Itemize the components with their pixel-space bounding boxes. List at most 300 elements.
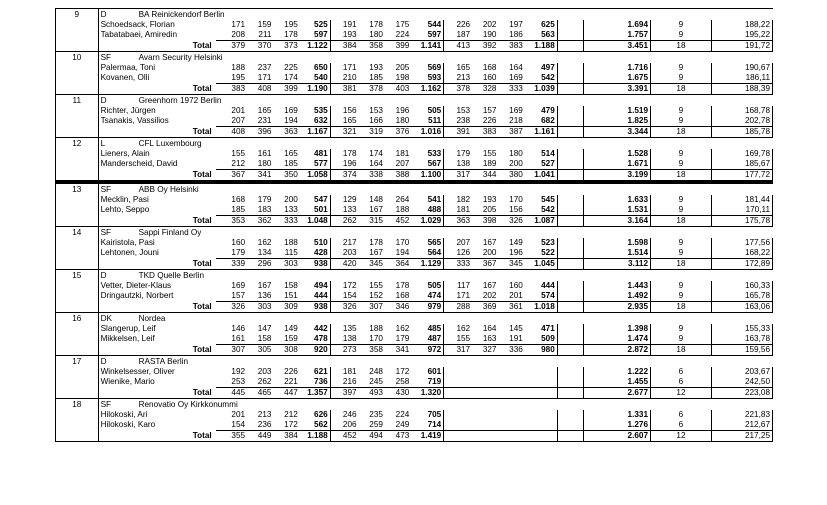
score-cell: 217 (342, 238, 357, 247)
score-cell: 378 (444, 84, 472, 95)
score-cell: 221 (284, 377, 298, 386)
empty-cell (557, 205, 583, 216)
games-count: 9 (651, 73, 712, 84)
player-average: 165,78 (711, 291, 772, 302)
score-cell: 157 (482, 106, 497, 115)
player-total: 1.276 (584, 420, 651, 431)
score-cell: 187 (456, 30, 471, 39)
score-cell: 273 (330, 345, 358, 356)
score-cell: 1.167 (300, 127, 330, 138)
score-cell (444, 367, 472, 377)
score-cell (472, 377, 498, 388)
team-header-row (56, 399, 773, 411)
score-cell: 201 (231, 410, 246, 419)
score-cell: 164 (482, 324, 497, 333)
score-cell: 155 (231, 149, 246, 158)
score-cell: 564 (411, 248, 443, 259)
score-cell: 920 (300, 345, 330, 356)
empty-cell (557, 127, 583, 138)
player-average: 155,33 (711, 324, 772, 334)
team-total: 3.164 (584, 216, 651, 227)
games-count: 9 (651, 205, 712, 216)
team-group (56, 9, 773, 52)
player-average: 242,50 (711, 377, 772, 388)
team-average: 188,39 (711, 84, 772, 95)
score-cell: 326 (216, 302, 247, 313)
score-cell: 364 (385, 259, 411, 270)
score-cell: 213 (257, 410, 272, 419)
score-cell: 420 (330, 259, 358, 270)
score-cell: 430 (385, 388, 411, 399)
score-cell: 980 (525, 345, 557, 356)
rank-cell: 15 (56, 270, 99, 313)
team-total-row (56, 216, 773, 227)
score-cell: 569 (411, 63, 443, 73)
player-average: 221,83 (711, 410, 772, 420)
empty-cell (557, 367, 583, 377)
games-count: 6 (651, 377, 712, 388)
score-cell: 169 (231, 281, 246, 290)
score-cell: 164 (369, 159, 383, 168)
score-cell: 305 (247, 345, 273, 356)
player-average: 203,67 (711, 367, 772, 377)
score-cell: 465 (247, 388, 273, 399)
score-cell: 493 (359, 388, 385, 399)
score-cell: 535 (300, 106, 330, 116)
score-cell: 288 (444, 302, 472, 313)
empty-cell (557, 259, 583, 270)
score-cell: 471 (525, 324, 557, 334)
score-cell: 736 (300, 377, 330, 388)
team-total-row (56, 259, 773, 270)
score-cell: 174 (284, 73, 298, 82)
results-sheet (55, 8, 773, 442)
total-label: Total (192, 258, 212, 268)
score-cell: 452 (385, 216, 411, 227)
score-cell: 133 (342, 205, 357, 214)
team-header-row (56, 9, 773, 21)
team-total: 3.391 (584, 84, 651, 95)
score-cell: 146 (231, 324, 246, 333)
games-count: 9 (651, 149, 712, 159)
total-label: Total (192, 344, 212, 354)
games-count: 9 (651, 63, 712, 73)
score-cell: 171 (342, 63, 357, 72)
team-name: CFL Luxembourg (138, 139, 202, 148)
player-total: 1.514 (584, 248, 651, 259)
score-cell: 201 (231, 106, 246, 115)
total-label: Total (192, 301, 212, 311)
score-cell: 179 (257, 195, 272, 204)
games-count: 9 (651, 195, 712, 205)
player-name: Manderscheid, David (100, 159, 178, 169)
score-cell: 178 (395, 281, 410, 290)
score-cell: 134 (257, 248, 272, 257)
score-cell: 478 (300, 334, 330, 345)
score-cell: 408 (216, 127, 247, 138)
score-cell: 1.161 (525, 127, 557, 138)
score-cell: 540 (300, 73, 330, 84)
score-cell: 159 (257, 20, 272, 29)
score-cell: 156 (509, 205, 523, 214)
score-cell: 1.162 (411, 84, 443, 95)
player-average: 185,67 (711, 159, 772, 170)
score-cell: 169 (509, 106, 523, 115)
games-count: 9 (651, 106, 712, 116)
score-cell: 212 (231, 159, 246, 168)
team-average: 175,78 (711, 216, 772, 227)
score-cell: 714 (411, 420, 443, 431)
team-name: Greenhorn 1972 Berlin (138, 96, 222, 105)
score-cell: 262 (330, 216, 358, 227)
player-row (56, 367, 773, 377)
score-cell: 160 (231, 238, 246, 247)
score-cell: 185 (231, 205, 246, 214)
score-cell: 542 (525, 73, 557, 84)
player-total: 1.331 (584, 410, 651, 420)
rank-cell: 12 (56, 138, 99, 183)
score-cell (444, 410, 472, 420)
player-name: Vetter, Dieter-Klaus (100, 281, 172, 290)
empty-cell (557, 410, 583, 420)
score-cell: 117 (457, 281, 471, 290)
team-games: 18 (651, 302, 712, 313)
score-cell: 165 (456, 63, 471, 72)
score-cell: 159 (284, 334, 298, 343)
player-total: 1.671 (584, 159, 651, 170)
team-total-row (56, 41, 773, 52)
score-cell: 514 (525, 149, 557, 159)
score-cell: 1.129 (411, 259, 443, 270)
score-cell: 208 (231, 30, 246, 39)
score-cell: 621 (300, 367, 330, 377)
score-cell: 161 (257, 149, 272, 158)
score-cell: 207 (456, 238, 471, 247)
player-total: 1.474 (584, 334, 651, 345)
score-cell: 237 (257, 63, 272, 72)
score-cell: 225 (284, 63, 298, 72)
team-cell (98, 270, 772, 282)
score-cell: 376 (385, 127, 411, 138)
score-cell (444, 420, 472, 431)
score-cell: 362 (247, 216, 273, 227)
score-cell: 188 (395, 205, 410, 214)
team-cell (98, 95, 772, 107)
score-cell: 1.087 (525, 216, 557, 227)
score-cell: 202 (482, 291, 497, 300)
score-cell (525, 431, 557, 442)
player-name: Lehtonen, Jouni (100, 248, 159, 258)
player-name: Kairistola, Pasi (100, 238, 155, 247)
score-cell: 172 (342, 281, 357, 290)
score-cell: 1.190 (300, 84, 330, 95)
score-cell: 562 (300, 420, 330, 431)
player-row (56, 20, 773, 30)
score-cell: 160 (509, 281, 523, 290)
score-cell: 185 (369, 73, 383, 82)
score-cell: 567 (411, 159, 443, 170)
score-cell: 163 (482, 334, 497, 343)
score-cell: 182 (456, 195, 471, 204)
score-cell: 522 (525, 248, 557, 259)
score-cell: 380 (498, 170, 524, 183)
score-cell (498, 367, 524, 377)
team-cell (98, 9, 772, 21)
score-cell: 236 (257, 420, 272, 429)
score-cell: 195 (284, 20, 298, 29)
score-cell: 1.041 (525, 170, 557, 183)
score-cell: 1.188 (300, 431, 330, 442)
score-cell: 358 (359, 41, 385, 52)
player-name: Kovanen, Olli (100, 73, 150, 83)
score-cell: 200 (509, 159, 523, 168)
score-cell: 384 (330, 41, 358, 52)
score-cell: 444 (300, 291, 330, 302)
score-cell: 321 (330, 127, 358, 138)
score-cell: 510 (300, 238, 330, 248)
score-cell: 369 (472, 302, 498, 313)
rank-cell: 11 (56, 95, 99, 138)
player-row (56, 73, 773, 84)
player-name: Richter, Jürgen (100, 106, 156, 115)
score-cell: 190 (482, 30, 497, 39)
score-cell: 224 (395, 30, 410, 39)
team-header-row (56, 95, 773, 107)
score-cell: 178 (369, 238, 383, 247)
score-cell: 346 (385, 302, 411, 313)
player-total: 1.825 (584, 116, 651, 127)
rank-cell: 10 (56, 52, 99, 95)
player-average: 190,67 (711, 63, 772, 73)
team-total: 3.344 (584, 127, 651, 138)
score-cell: 326 (498, 216, 524, 227)
score-cell: 201 (509, 291, 523, 300)
player-row (56, 63, 773, 73)
score-cell: 126 (456, 248, 471, 257)
score-cell: 363 (444, 216, 472, 227)
team-total: 2.607 (584, 431, 651, 442)
team-name: Avarn Security Helsinki (138, 53, 223, 62)
score-cell: 115 (284, 248, 298, 257)
score-cell (498, 388, 524, 399)
player-row (56, 159, 773, 170)
score-cell: 181 (456, 205, 471, 214)
player-row (56, 238, 773, 248)
score-cell: 218 (509, 116, 523, 125)
score-cell: 224 (395, 410, 410, 419)
score-cell: 533 (411, 149, 443, 159)
player-total: 1.694 (584, 20, 651, 30)
score-cell: 179 (395, 334, 410, 343)
score-cell: 1.122 (300, 41, 330, 52)
score-cell: 563 (525, 30, 557, 41)
games-count: 9 (651, 238, 712, 248)
score-cell: 189 (482, 159, 497, 168)
score-cell: 345 (498, 259, 524, 270)
score-cell (472, 367, 498, 377)
player-total: 1.716 (584, 63, 651, 73)
score-cell: 593 (411, 73, 443, 84)
score-cell: 207 (231, 116, 246, 125)
score-cell (472, 420, 498, 431)
score-cell: 178 (284, 30, 298, 39)
player-row (56, 205, 773, 216)
games-count: 9 (651, 30, 712, 41)
empty-cell (557, 20, 583, 30)
score-cell: 399 (385, 41, 411, 52)
games-count: 9 (651, 116, 712, 127)
total-label: Total (192, 40, 212, 50)
score-cell: 170 (395, 238, 410, 247)
score-cell: 398 (472, 216, 498, 227)
score-cell: 207 (395, 159, 410, 168)
score-cell: 164 (509, 63, 523, 72)
score-cell: 317 (444, 345, 472, 356)
rank-cell: 13 (56, 182, 99, 227)
player-name: Schoedsack, Florian (100, 20, 175, 29)
score-cell: 171 (231, 20, 246, 29)
score-cell: 403 (385, 84, 411, 95)
score-cell: 171 (257, 73, 272, 82)
team-average: 177,72 (711, 170, 772, 183)
score-cell: 938 (300, 259, 330, 270)
score-cell: 296 (247, 259, 273, 270)
score-cell: 203 (257, 367, 272, 376)
team-games: 18 (651, 41, 712, 52)
player-row (56, 377, 773, 388)
score-cell: 336 (498, 345, 524, 356)
score-cell: 315 (359, 216, 385, 227)
score-cell (444, 388, 472, 399)
score-cell: 186 (509, 30, 523, 39)
empty-cell (557, 170, 583, 183)
score-cell: 1.141 (411, 41, 443, 52)
score-cell: 339 (216, 259, 247, 270)
score-cell: 511 (411, 116, 443, 127)
empty-cell (557, 30, 583, 41)
score-cell: 166 (369, 116, 383, 125)
team-cell (98, 182, 772, 195)
score-cell: 155 (456, 334, 471, 343)
score-cell: 391 (444, 127, 472, 138)
team-cell (98, 399, 772, 411)
score-cell: 179 (456, 149, 471, 158)
country-code: SF (100, 228, 112, 237)
player-total: 1.519 (584, 106, 651, 116)
score-cell: 370 (247, 41, 273, 52)
score-cell: 682 (525, 116, 557, 127)
score-cell: 235 (369, 410, 383, 419)
score-cell: 392 (472, 41, 498, 52)
team-average: 217,25 (711, 431, 772, 442)
games-count: 9 (651, 334, 712, 345)
team-games: 18 (651, 345, 712, 356)
score-cell: 259 (369, 420, 383, 429)
team-games: 18 (651, 259, 712, 270)
score-cell: 1.357 (300, 388, 330, 399)
score-cell: 152 (369, 291, 383, 300)
team-total: 2.677 (584, 388, 651, 399)
team-average: 159,56 (711, 345, 772, 356)
player-row (56, 106, 773, 116)
score-cell: 408 (247, 84, 273, 95)
player-average: 195,22 (711, 30, 772, 41)
score-cell: 1.039 (525, 84, 557, 95)
score-cell: 509 (525, 334, 557, 345)
country-code: SF (100, 185, 112, 194)
score-cell: 196 (509, 248, 523, 257)
score-cell: 333 (498, 84, 524, 95)
empty-cell (557, 302, 583, 313)
score-cell: 361 (498, 302, 524, 313)
score-cell: 1.029 (411, 216, 443, 227)
score-cell: 328 (472, 84, 498, 95)
team-name: TKD Quelle Berlin (138, 271, 205, 280)
score-cell: 206 (342, 420, 357, 429)
empty-cell (557, 334, 583, 345)
team-average: 185,78 (711, 127, 772, 138)
score-cell: 179 (231, 248, 246, 257)
team-average: 223,08 (711, 388, 772, 399)
score-cell: 200 (482, 248, 497, 257)
player-total: 1.455 (584, 377, 651, 388)
score-cell: 494 (359, 431, 385, 442)
score-cell: 205 (482, 205, 497, 214)
score-cell: 487 (411, 334, 443, 345)
player-row (56, 281, 773, 291)
score-cell (525, 420, 557, 431)
games-count: 6 (651, 410, 712, 420)
score-cell: 388 (385, 170, 411, 183)
score-cell: 205 (395, 63, 410, 72)
team-group (56, 52, 773, 95)
player-average: 188,22 (711, 20, 772, 30)
player-total: 1.598 (584, 238, 651, 248)
player-row (56, 248, 773, 259)
score-cell: 452 (330, 431, 358, 442)
score-cell: 319 (359, 127, 385, 138)
score-cell: 497 (525, 63, 557, 73)
score-cell: 264 (395, 195, 410, 204)
player-total: 1.531 (584, 205, 651, 216)
score-cell: 565 (411, 238, 443, 248)
games-count: 9 (651, 20, 712, 30)
score-cell: 174 (369, 149, 383, 158)
country-code: SF (100, 400, 112, 409)
team-total-row (56, 127, 773, 138)
score-cell: 625 (525, 20, 557, 30)
empty-cell (557, 195, 583, 205)
country-code: SF (100, 53, 112, 62)
score-cell: 383 (498, 41, 524, 52)
score-cell: 160 (482, 73, 497, 82)
score-cell: 383 (216, 84, 247, 95)
total-label: Total (192, 126, 212, 136)
empty-cell (557, 116, 583, 127)
team-total-row (56, 84, 773, 95)
score-cell: 191 (342, 20, 357, 29)
score-cell: 545 (525, 195, 557, 205)
score-cell: 178 (342, 149, 357, 158)
score-cell: 1.018 (525, 302, 557, 313)
score-cell: 938 (300, 302, 330, 313)
team-games: 12 (651, 388, 712, 399)
total-label: Total (192, 430, 212, 440)
score-cell: 167 (369, 205, 383, 214)
player-total: 1.398 (584, 324, 651, 334)
score-cell: 211 (258, 30, 272, 39)
score-cell: 303 (273, 259, 299, 270)
